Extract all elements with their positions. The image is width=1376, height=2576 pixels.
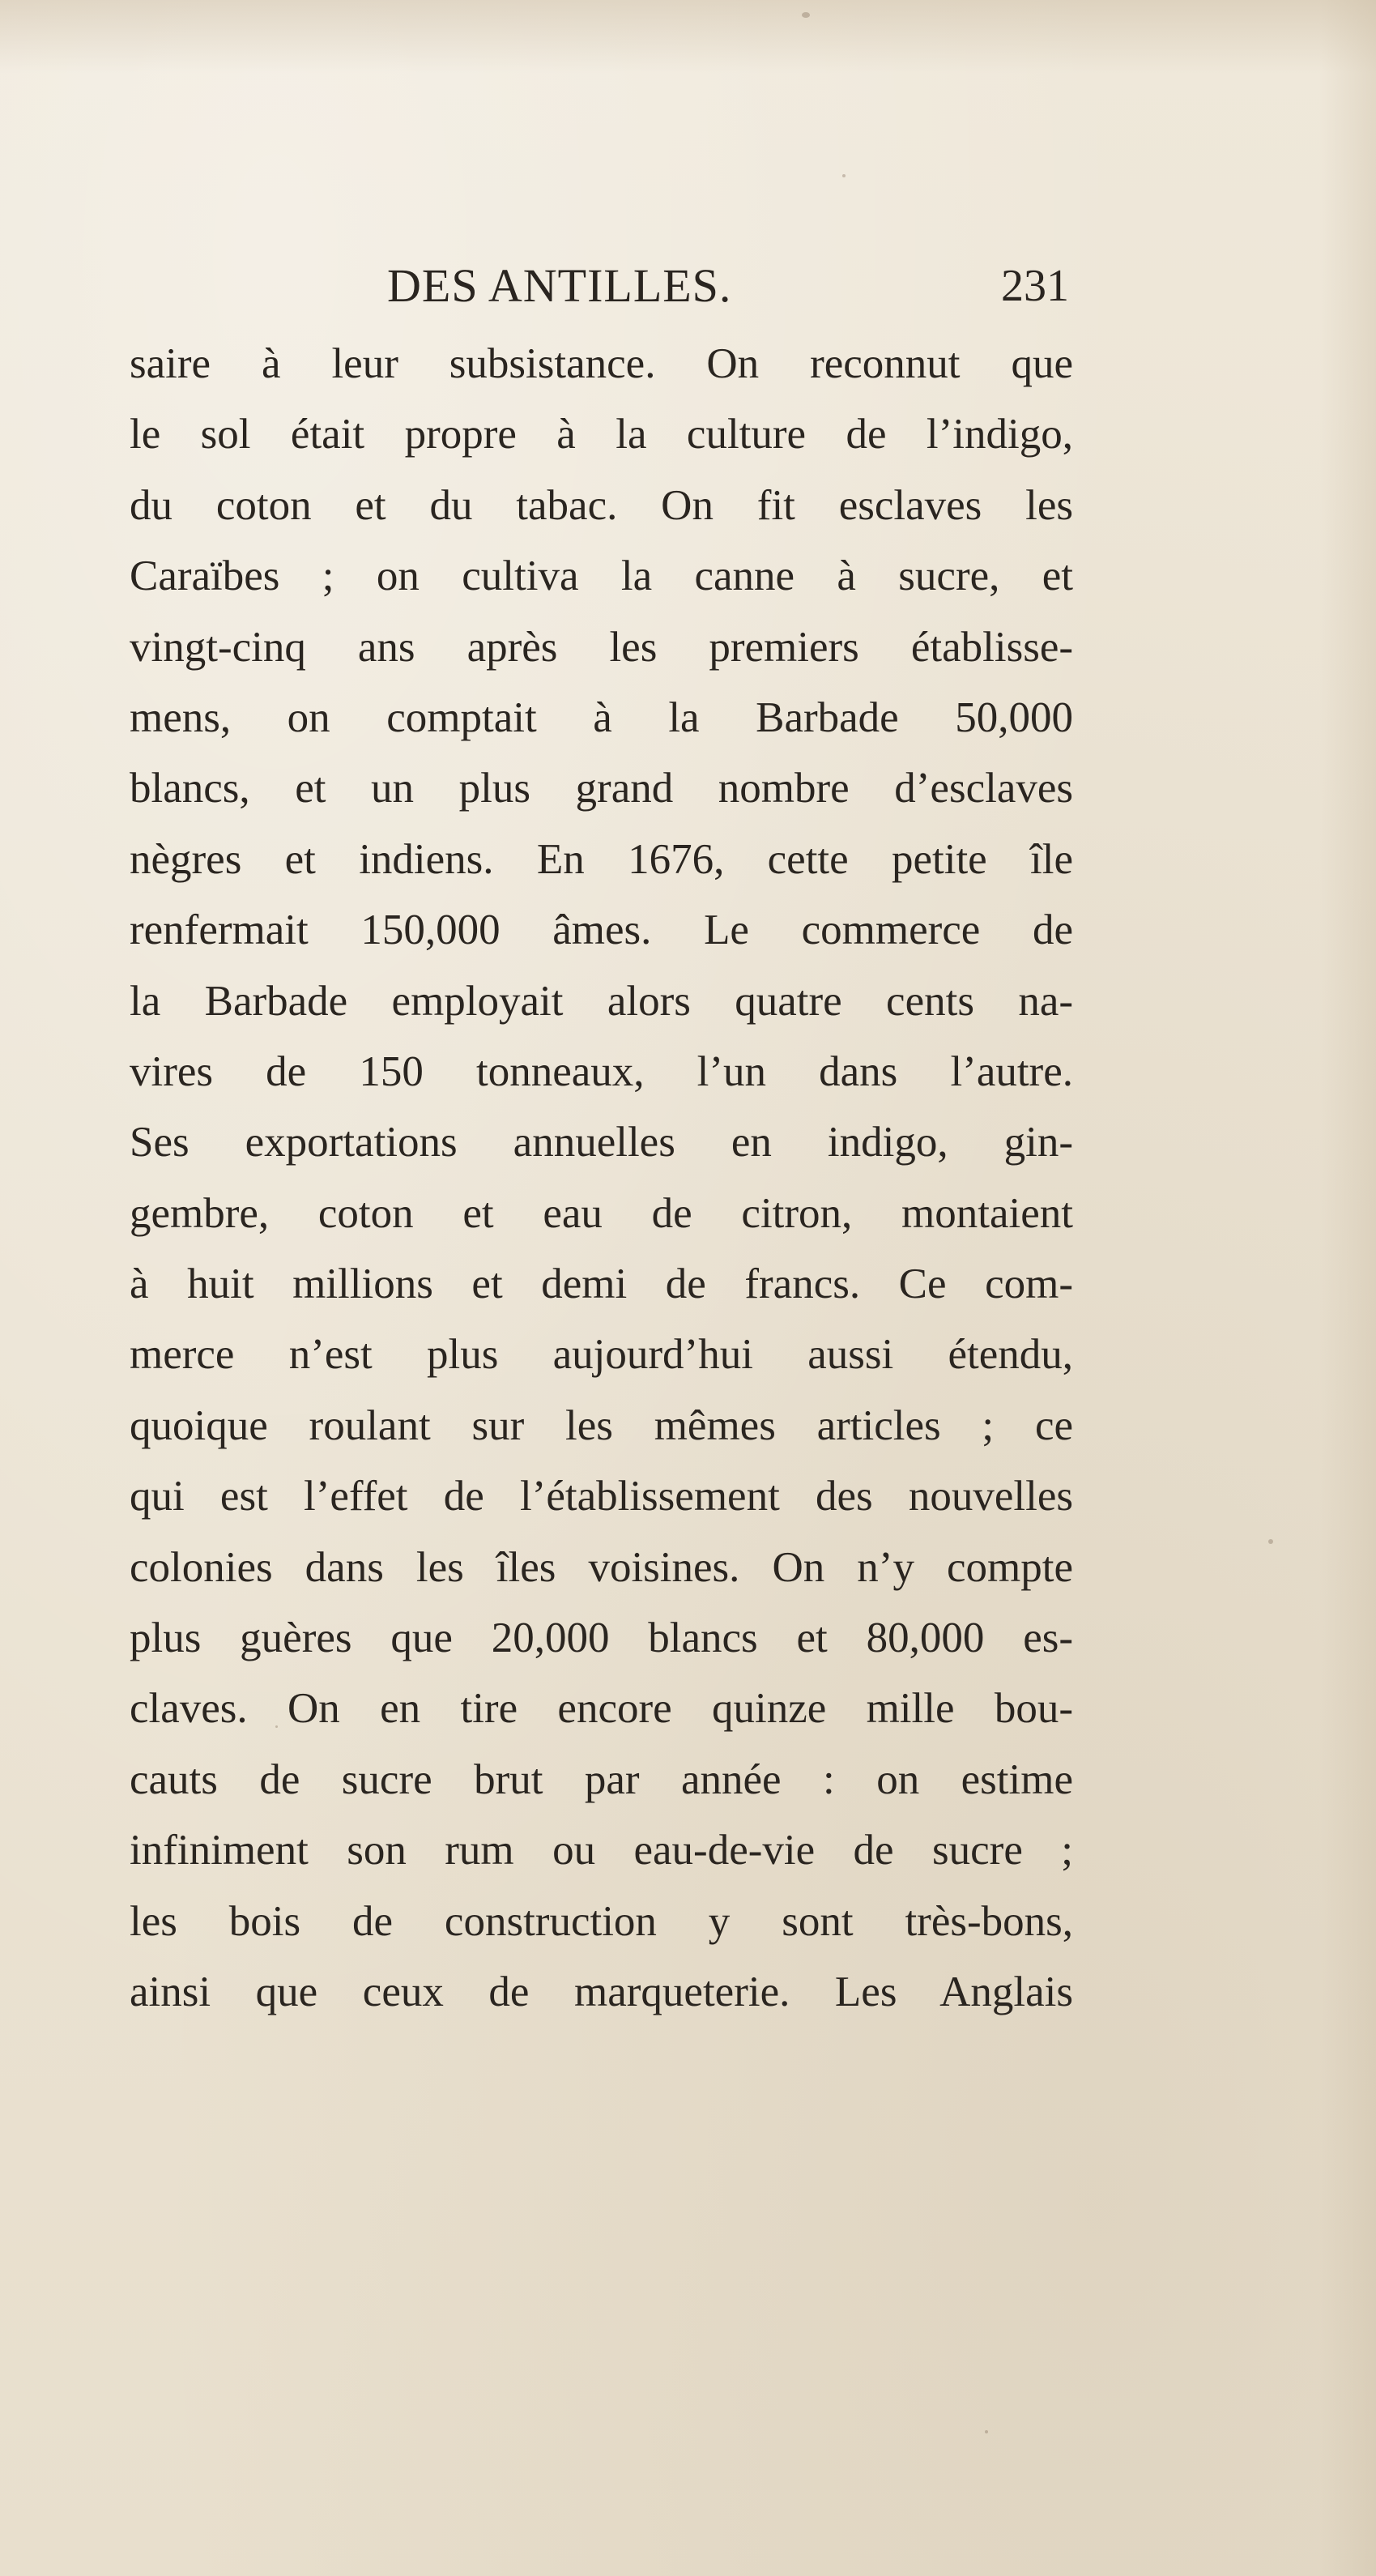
text-line-7: blancs, et un plus grand nombre d’esclaves — [130, 765, 1073, 812]
text-line-9: renfermait 150,000 âmes. Le commerce de — [130, 906, 1073, 954]
text-line-21: cauts de sucre brut par année : on estime — [130, 1755, 1073, 1803]
text-line-23: les bois de construction y sont très-bons, — [130, 1897, 1073, 1945]
text-line-15: merce n’est plus aujourd’hui aussi étendu, — [130, 1331, 1073, 1379]
text-line-12: Ses exportations annuelles en indigo, gin- — [130, 1119, 1073, 1166]
paper-speck — [842, 174, 846, 177]
paper-speck — [985, 2430, 988, 2433]
text-line-4: Caraïbes ; on cultiva la canne à sucre, et — [130, 552, 1073, 600]
text-line-11: vires de 150 tonneaux, l’un dans l’autre. — [130, 1047, 1073, 1095]
running-head — [130, 258, 1069, 314]
text-line-2: le sol était propre à la culture de l’indigo, — [130, 411, 1073, 458]
paper-speck — [802, 12, 810, 18]
paper-speck — [275, 1725, 278, 1728]
text-line-10: la Barbade employait alors quatre cents na- — [130, 977, 1073, 1025]
text-line-5: vingt-cinq ans après les premiers établisse- — [130, 623, 1073, 671]
text-line-1: saire à leur subsistance. On reconnut que — [130, 340, 1073, 387]
text-line-17: qui est l’effet de l’établissement des nouvelles — [130, 1473, 1073, 1520]
text-line-16: quoique roulant sur les mêmes articles ; ce — [130, 1401, 1073, 1449]
body-text — [130, 329, 1073, 2028]
text-line-22: infiniment son rum ou eau-de-vie de sucre ; — [130, 1827, 1073, 1874]
text-line-14: à huit millions et demi de francs. Ce com- — [130, 1260, 1073, 1308]
page-number: 231 — [1001, 261, 1069, 311]
text-line-13: gembre, coton et eau de citron, montaient — [130, 1189, 1073, 1237]
text-line-8: nègres et indiens. En 1676, cette petite île — [130, 835, 1073, 883]
text-line-18: colonies dans les îles voisines. On n’y compte — [130, 1543, 1073, 1591]
paper-speck — [1268, 1539, 1273, 1544]
running-title: DES ANTILLES. — [387, 259, 732, 312]
text-line-20: claves. On en tire encore quinze mille bou- — [130, 1685, 1073, 1733]
text-line-3: du coton et du tabac. On fit esclaves les — [130, 481, 1073, 529]
text-line-24: ainsi que ceux de marqueterie. Les Anglais — [130, 1968, 1073, 2015]
text-line-6: mens, on comptait à la Barbade 50,000 — [130, 693, 1073, 741]
text-line-19: plus guères que 20,000 blancs et 80,000 es- — [130, 1614, 1073, 1662]
